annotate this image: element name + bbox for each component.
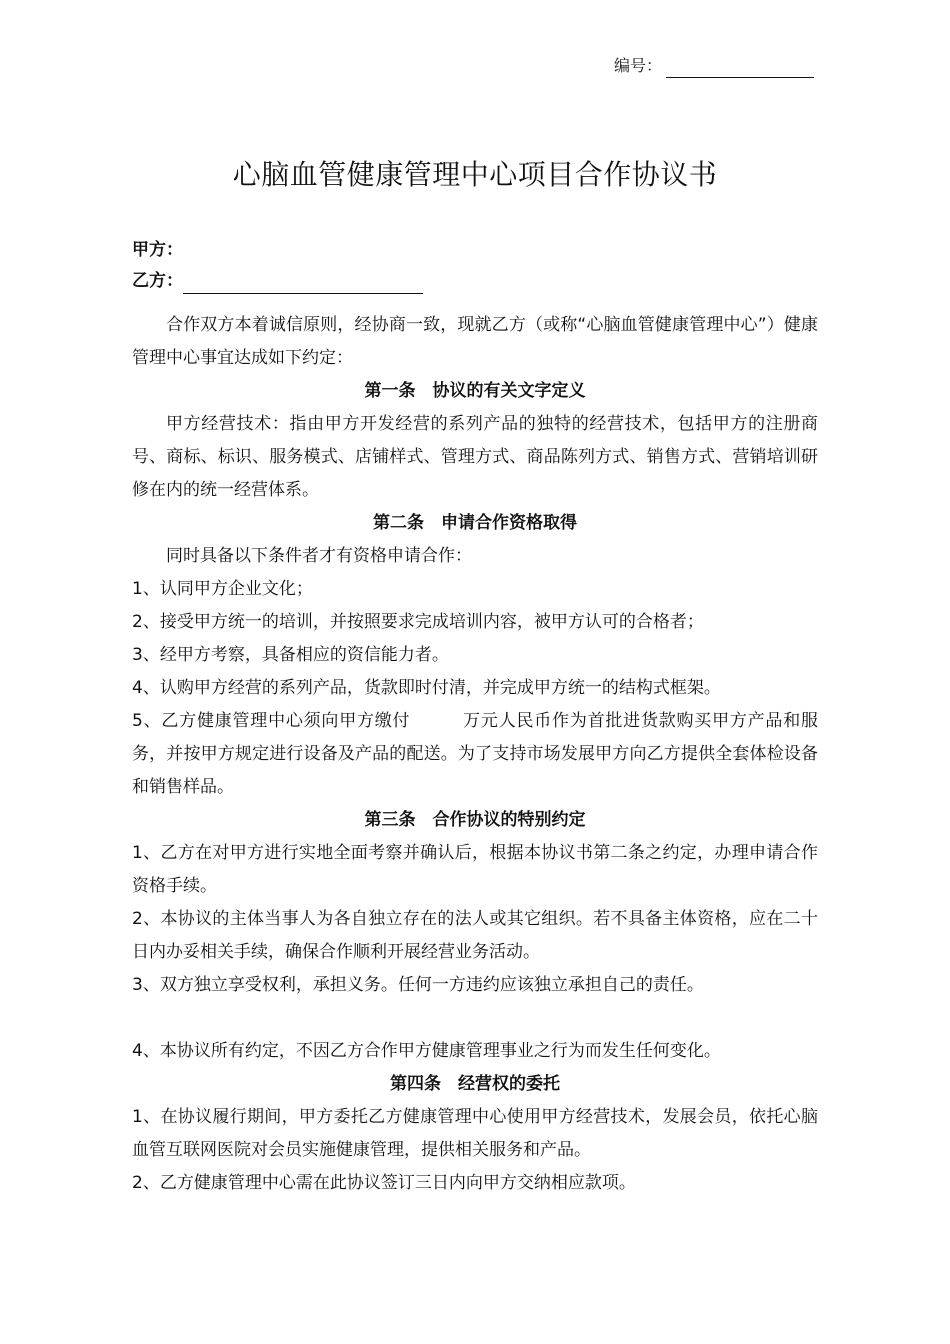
paragraph-gap	[132, 1002, 818, 1035]
document-title: 心脑血管健康管理中心项目合作协议书	[232, 158, 718, 191]
article-2-item-5-end: 万元人民币作为首批进货款购买甲方产品和服务，并按甲方规定进行设备及产品的配送。为了支持市场发展甲方向乙方提供全套体检设备和销售样品。	[132, 711, 818, 797]
party-a-label: 甲方：	[132, 240, 183, 260]
article-2-item-5-start: 5、乙方健康管理中心须向甲方缴付	[132, 711, 411, 731]
party-a-line	[132, 237, 183, 263]
party-b-label: 乙方：	[132, 271, 183, 291]
article-2-heading: 第二条 申请合作资格取得	[373, 513, 577, 533]
serial-number	[614, 54, 814, 78]
article-1-heading: 第一条 协议的有关文字定义	[364, 381, 586, 401]
party-b-line	[132, 268, 423, 294]
document-body	[132, 309, 818, 1200]
article-3-item-2: 2、本协议的主体当事人为各自独立存在的法人或其它组织。若不具备主体资格，应在二十日内办妥相关手续，确保合作顺利开展经营业务活动。	[132, 909, 818, 962]
article-3-heading: 第三条 合作协议的特别约定	[364, 810, 586, 830]
article-3-item-1: 1、乙方在对甲方进行实地全面考察并确认后，根据本协议书第二条之约定，办理申请合作资格手续。	[132, 843, 818, 896]
article-2-item-1: 1、认同甲方企业文化；	[132, 579, 313, 599]
article-2-item-4: 4、认购甲方经营的系列产品，货款即时付清，并完成甲方统一的结构式框架。	[132, 678, 721, 698]
article-3-item-3: 3、双方独立享受权利，承担义务。任何一方违约应该独立承担自己的责任。	[132, 975, 704, 995]
article-3-item-4: 4、本协议所有约定，不因乙方合作甲方健康管理事业之行为而发生任何变化。	[132, 1041, 721, 1061]
article-1-text: 甲方经营技术：指由甲方开发经营的系列产品的独特的经营技术，包括甲方的注册商号、商标、标识、服务模式、店铺样式、管理方式、商品陈列方式、销售方式、营销培训研修在内的统一经营体系。	[132, 414, 818, 500]
article-4-item-1: 1、在协议履行期间，甲方委托乙方健康管理中心使用甲方经营技术，发展会员，依托心脑血管互联网医院对会员实施健康管理，提供相关服务和产品。	[132, 1107, 818, 1160]
intro-paragraph: 合作双方本着诚信原则，经协商一致，现就乙方（或称“心脑血管健康管理中心”）健康管理中心事宜达成如下约定：	[132, 315, 818, 368]
serial-number-label: 编号：	[614, 56, 663, 75]
article-2-item-2: 2、接受甲方统一的培训，并按照要求完成培训内容，被甲方认可的合格者；	[132, 612, 704, 632]
article-2-intro: 同时具备以下条件者才有资格申请合作：	[166, 546, 472, 566]
article-4-heading: 第四条 经营权的委托	[390, 1074, 560, 1094]
article-2-item-3: 3、经甲方考察，具备相应的资信能力者。	[132, 645, 449, 665]
serial-number-blank	[666, 59, 814, 78]
party-b-blank	[183, 273, 423, 294]
article-2-item-5	[132, 705, 818, 804]
article-4-item-2: 2、乙方健康管理中心需在此协议签订三日内向甲方交纳相应款项。	[132, 1173, 636, 1193]
